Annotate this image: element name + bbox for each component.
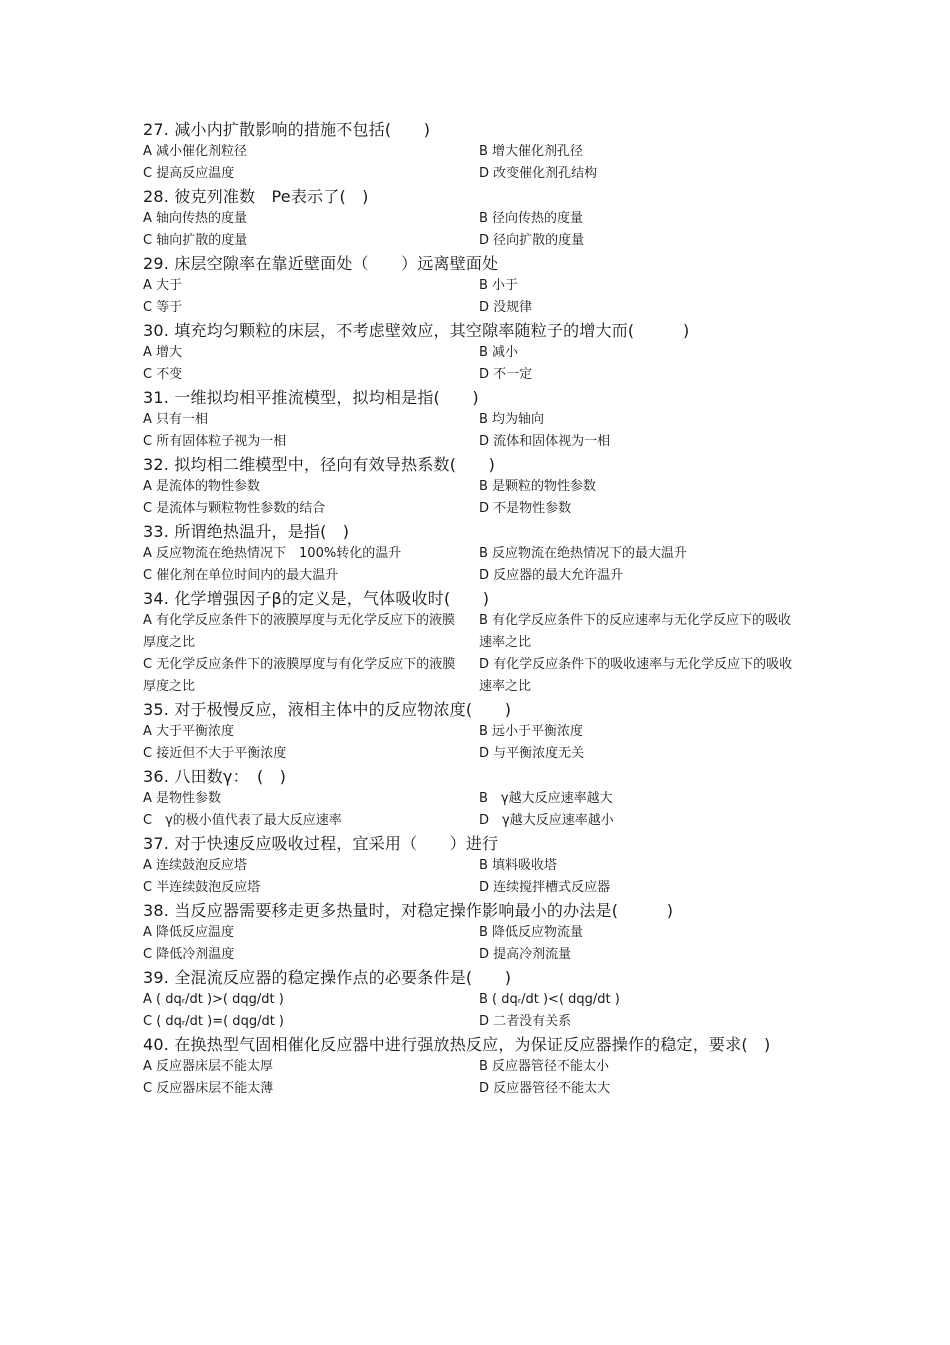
option-c: C 无化学反应条件下的液膜厚度与有化学反应下的液膜厚度之比 <box>143 657 456 694</box>
question-28 <box>143 185 783 252</box>
option-c: C 所有固体粒子视为一相 <box>143 434 287 449</box>
option-a: A 反应器床层不能太厚 <box>143 1059 274 1074</box>
option-a: A 有化学反应条件下的液膜厚度与无化学反应下的液膜厚度之比 <box>143 613 456 650</box>
option-d: D 与平衡浓度无关 <box>479 746 585 761</box>
option-c: C 是流体与颗粒物性参数的结合 <box>143 501 326 516</box>
option-d: D γ越大反应速率越小 <box>479 813 614 828</box>
question-stem: 39. 全混流反应器的稳定操作点的必要条件是( ) <box>143 968 512 987</box>
question-39 <box>143 966 783 1033</box>
option-b: B 反应器管径不能太小 <box>479 1059 610 1074</box>
option-c: C 提高反应温度 <box>143 166 235 181</box>
option-d: D 二者没有关系 <box>479 1014 572 1029</box>
option-d: D 没规律 <box>479 300 533 315</box>
question-29 <box>143 252 783 319</box>
option-d: D 反应器管径不能太大 <box>479 1081 611 1096</box>
option-a: A 连续鼓泡反应塔 <box>143 858 248 873</box>
option-a: A 增大 <box>143 345 183 360</box>
question-36 <box>143 765 783 832</box>
option-b: B 减小 <box>479 345 519 360</box>
question-27 <box>143 118 783 185</box>
option-b: B 降低反应物流量 <box>479 925 584 940</box>
option-b: B 是颗粒的物性参数 <box>479 479 597 494</box>
question-stem: 40. 在换热型气固相催化反应器中进行强放热反应，为保证反应器操作的稳定，要求( ) <box>143 1035 771 1054</box>
option-b: B 均为轴向 <box>479 412 545 427</box>
option-d: D 有化学反应条件下的吸收速率与无化学反应下的吸收速率之比 <box>479 657 793 694</box>
question-stem: 37. 对于快速反应吸收过程，宜采用（ ）进行 <box>143 834 499 853</box>
question-30 <box>143 319 783 386</box>
option-c: C 催化剂在单位时间内的最大温升 <box>143 568 339 583</box>
question-35 <box>143 698 783 765</box>
option-a: A 减小催化剂粒径 <box>143 144 248 159</box>
option-c: C 半连续鼓泡反应塔 <box>143 880 261 895</box>
option-a: A 反应物流在绝热情况下 100%转化的温升 <box>143 546 402 561</box>
option-b: B 小于 <box>479 278 519 293</box>
option-c: C 反应器床层不能太薄 <box>143 1081 274 1096</box>
option-d: D 不一定 <box>479 367 533 382</box>
question-stem: 30. 填充均匀颗粒的床层，不考虑壁效应，其空隙率随粒子的增大而( ) <box>143 321 690 340</box>
option-b: B 增大催化剂孔径 <box>479 144 584 159</box>
question-stem: 35. 对于极慢反应，液相主体中的反应物浓度( ) <box>143 700 512 719</box>
option-b: B ( dqᵣ/dt )<( dqg/dt ) <box>479 992 620 1007</box>
option-a: A 只有一相 <box>143 412 209 427</box>
question-stem: 36. 八田数γ： ( ) <box>143 767 287 786</box>
option-c: C 接近但不大于平衡浓度 <box>143 746 287 761</box>
option-b: B 填料吸收塔 <box>479 858 558 873</box>
option-b: B 径向传热的度量 <box>479 211 584 226</box>
question-stem: 31. 一维拟均相平推流模型，拟均相是指( ) <box>143 388 479 407</box>
option-b: B 远小于平衡浓度 <box>479 724 584 739</box>
question-32 <box>143 453 783 520</box>
question-stem: 32. 拟均相二维模型中，径向有效导热系数( ) <box>143 455 496 474</box>
question-38 <box>143 899 783 966</box>
question-31 <box>143 386 783 453</box>
option-a: A 轴向传热的度量 <box>143 211 248 226</box>
option-d: D 径向扩散的度量 <box>479 233 585 248</box>
option-d: D 反应器的最大允许温升 <box>479 568 624 583</box>
question-40 <box>143 1033 783 1100</box>
option-a: A 是流体的物性参数 <box>143 479 261 494</box>
option-b: B 反应物流在绝热情况下的最大温升 <box>479 546 688 561</box>
question-stem: 33. 所谓绝热温升，是指( ) <box>143 522 350 541</box>
option-d: D 连续搅拌槽式反应器 <box>479 880 611 895</box>
option-d: D 改变催化剂孔结构 <box>479 166 598 181</box>
option-b: B 有化学反应条件下的反应速率与无化学反应下的吸收速率之比 <box>479 613 792 650</box>
question-stem: 29. 床层空隙率在靠近壁面处（ ）远离壁面处 <box>143 254 499 273</box>
question-37 <box>143 832 783 899</box>
question-list <box>143 118 793 1100</box>
option-c: C 不变 <box>143 367 183 382</box>
option-a: A 降低反应温度 <box>143 925 235 940</box>
question-33 <box>143 520 783 587</box>
option-d: D 提高冷剂流量 <box>479 947 572 962</box>
question-stem: 27. 减小内扩散影响的措施不包括( ) <box>143 120 431 139</box>
question-34 <box>143 587 793 698</box>
option-c: C 等于 <box>143 300 183 315</box>
option-b: B γ越大反应速率越大 <box>479 791 613 806</box>
option-d: D 不是物性参数 <box>479 501 572 516</box>
option-c: C γ的极小值代表了最大反应速率 <box>143 813 342 828</box>
option-c: C ( dqᵣ/dt )=( dqg/dt ) <box>143 1014 285 1029</box>
option-a: A 大于平衡浓度 <box>143 724 235 739</box>
question-stem: 28. 彼克列准数 Pe表示了( ) <box>143 187 369 206</box>
option-a: A 大于 <box>143 278 183 293</box>
option-d: D 流体和固体视为一相 <box>479 434 611 449</box>
question-stem: 34. 化学增强因子β的定义是，气体吸收时( ) <box>143 589 490 608</box>
option-a: A ( dqᵣ/dt )>( dqg/dt ) <box>143 992 284 1007</box>
option-a: A 是物性参数 <box>143 791 222 806</box>
option-c: C 降低冷剂温度 <box>143 947 235 962</box>
question-stem: 38. 当反应器需要移走更多热量时，对稳定操作影响最小的办法是( ) <box>143 901 674 920</box>
option-c: C 轴向扩散的度量 <box>143 233 248 248</box>
